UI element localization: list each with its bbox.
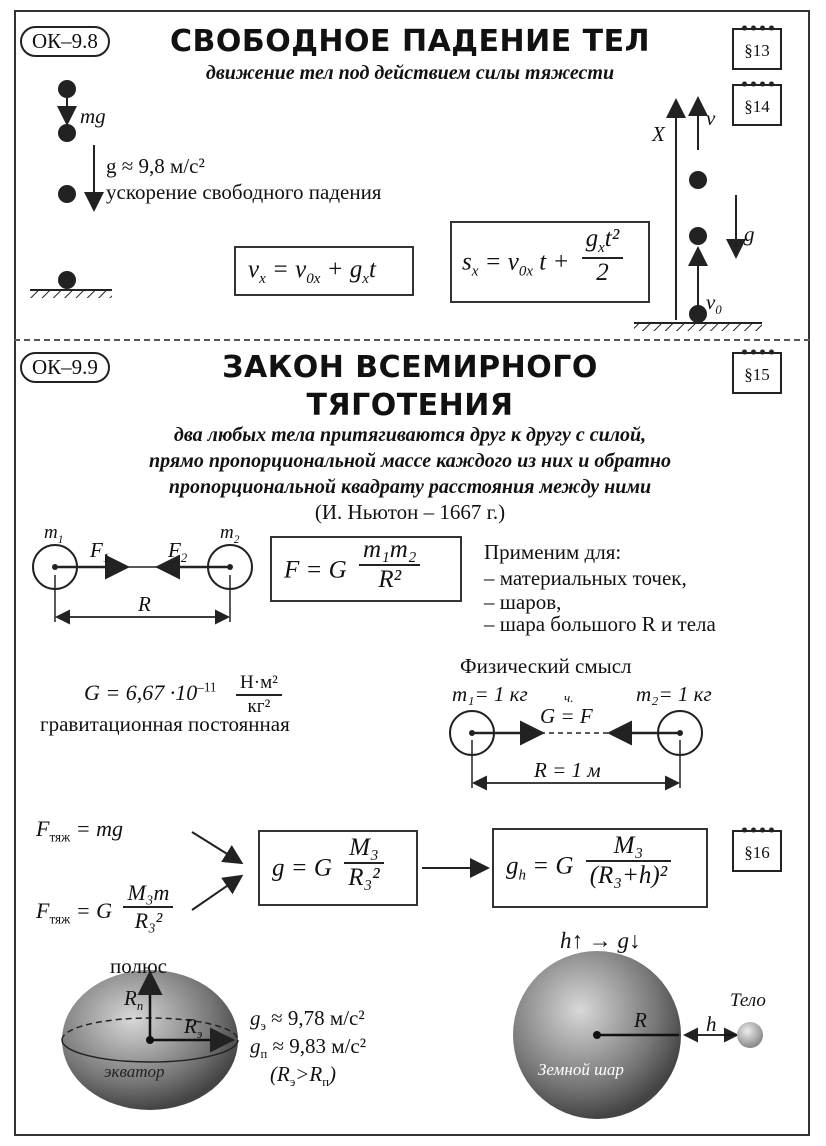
apply-item: – шаров, xyxy=(484,590,562,614)
velocity-label: v xyxy=(706,106,716,130)
formula-s-num: g xyxy=(585,225,599,252)
g-caption: ускорение свободного падения xyxy=(106,180,382,204)
equator-label: экватор xyxy=(104,1062,165,1081)
gh-formula-lhs: g xyxy=(506,852,519,880)
section-title-free-fall: СВОБОДНОЕ ПАДЕНИЕ ТЕЛ xyxy=(169,24,651,59)
radius-relation: $(R_э>R_п)$ xyxy=(270,1062,336,1090)
formula-v-rhs: = v xyxy=(272,256,307,283)
newton-law-formula-box xyxy=(270,536,462,602)
formula-main-num: m₁m₂ xyxy=(359,536,421,566)
height-g-formula-box: $g_h = G$ $\frac{\text{M₃}}{\text{(R₃+h)²}}$ xyxy=(492,828,708,908)
displacement-formula-box: $s_x = v_{0x}$ t + $\frac{g_xt^2}{2}$ xyxy=(450,221,650,303)
f1-label: $F_1$ xyxy=(90,538,110,566)
g-formula-den: R₃² xyxy=(348,864,380,891)
gravity-label: g xyxy=(744,222,755,246)
g-formula-lhs: g = G xyxy=(272,854,332,882)
initial-velocity-label: $v_0$ xyxy=(706,290,722,318)
equatorial-radius-label: $R_э$ xyxy=(184,1014,203,1042)
g-approx-text: g ≈ 9,8 м/с² xyxy=(106,154,205,178)
apply-item: – шара большого R и тела xyxy=(484,612,716,636)
book-ref-13: §13 xyxy=(732,28,782,70)
unit-mass-m2: m₂= 1 кг xyxy=(636,682,712,706)
ftyazh2-den: R₃² xyxy=(134,908,163,933)
section-title-gravitation-1: ЗАКОН ВСЕМИРНОГО xyxy=(222,350,598,385)
earth-radius-label: R xyxy=(634,1008,647,1032)
formula-main-lhs: F = G xyxy=(284,556,347,584)
book-ref-14: §14 xyxy=(732,84,782,126)
formula-s-mid: t + xyxy=(539,248,570,276)
earth-label: Земной шар xyxy=(538,1060,624,1079)
gravity-force-gmm: $F_{тяж} = G$ $\frac{\text{M₃m}}{\text{R₃²}}$ xyxy=(36,892,173,934)
law-statement-line-3: пропорциональной квадрату расстояния между ними xyxy=(168,476,652,498)
unit-mass-m1: m₁= 1 кг xyxy=(452,682,528,706)
distance-r-label: R xyxy=(138,592,151,616)
attribution: (И. Ньютон – 1667 г.) xyxy=(314,500,506,524)
formula-v-lhs: v xyxy=(248,256,260,283)
formula-s-den: 2 xyxy=(596,259,609,286)
gh-formula-den: (R₃+h)² xyxy=(589,862,668,889)
law-statement-line-1: два любых тела притягиваются друг к другу с силой, xyxy=(173,424,647,446)
height-h-label: h xyxy=(706,1012,717,1036)
formula-s-lhs: s xyxy=(462,248,472,276)
f2-label: $F_2$ xyxy=(168,538,188,566)
g-formula-num: M₃ xyxy=(344,834,383,864)
g-equator-value: $g_э \approx 9,78$ м/с² xyxy=(250,1006,365,1034)
section-title-gravitation-2: ТЯГОТЕНИЯ xyxy=(306,388,514,423)
velocity-formula-box: $v_x = v_{0x} + g_xt$ xyxy=(234,246,414,296)
formula-s-rhs: = v xyxy=(484,248,519,276)
ellipsoid-earth xyxy=(62,970,238,1110)
numerically-mark: ч. xyxy=(564,690,574,705)
apply-title: Применим для: xyxy=(484,540,622,564)
formula-main-den: R² xyxy=(378,566,402,593)
earth-sphere xyxy=(513,951,763,1119)
section-code-9-9: ОК–9.9 xyxy=(20,352,110,383)
law-statement-line-2: прямо пропорциональной массе каждого из них и обратно xyxy=(148,450,672,472)
polar-radius-label: $R_п$ xyxy=(124,986,144,1014)
section-subtitle: движение тел под действием силы тяжести xyxy=(205,62,615,84)
gravitational-constant: $G = 6,67 \cdot 10^{-11}$ $\frac{\text{Н·м²}}{\text{кг²}}$ xyxy=(84,672,282,718)
book-ref-16: §16 xyxy=(732,830,782,872)
apply-item: – материальных точек, xyxy=(484,566,687,590)
g-constant-caption: гравитационная постоянная xyxy=(40,712,290,736)
physical-meaning-title: Физический смысл xyxy=(460,654,632,678)
body-label: Тело xyxy=(730,990,766,1011)
g-equals-f: G = F xyxy=(540,704,593,728)
g-pole-value: $g_п \approx 9,83$ м/с² xyxy=(250,1034,367,1062)
surface-g-formula-box xyxy=(258,830,418,906)
height-g-relation: h↑ → g↓ xyxy=(560,928,641,953)
force-mg-label: mg xyxy=(80,104,106,128)
distance-one-meter: R = 1 м xyxy=(534,758,601,782)
gravity-force-mg: $F_{тяж}$ = mg xyxy=(36,816,123,845)
formula-v-tail: + g xyxy=(326,256,363,283)
book-ref-15: §15 xyxy=(732,352,782,394)
gh-formula-mid: = G xyxy=(532,852,574,880)
m2-label: $m_2$ xyxy=(220,522,240,546)
gh-formula-num: M₃ xyxy=(586,832,671,862)
ftyazh2-num: M₃m xyxy=(123,880,173,908)
g-unit-num: Н·м² xyxy=(236,672,282,696)
g-unit-den: кг² xyxy=(247,696,271,717)
m1-label: $m_1$ xyxy=(44,522,64,546)
section-code-9-8: ОК–9.8 xyxy=(20,26,110,57)
pole-label: полюс xyxy=(110,954,167,978)
axis-x-label: X xyxy=(652,122,665,146)
